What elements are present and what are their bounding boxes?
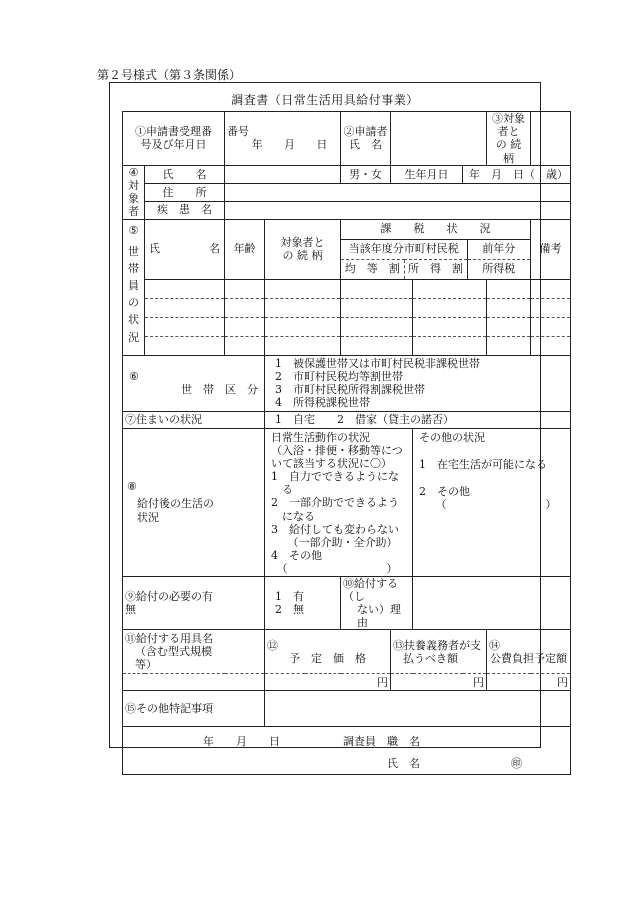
remarks-header: 備考 <box>531 219 571 279</box>
applicant-label: ②申請者 氏 名 <box>341 112 391 166</box>
member-per-capita-column[interactable] <box>341 279 413 355</box>
necessity-row <box>123 576 571 630</box>
income-tax-label: 所得税 <box>482 262 516 276</box>
equipment-name-field[interactable] <box>123 674 265 691</box>
target-address-row <box>123 183 571 201</box>
member-names-column[interactable] <box>145 279 225 355</box>
notes-row <box>123 691 571 727</box>
daily-activity-status[interactable]: 日常生活動作の状況 （入浴・排便・移動等につ いて該当する状況に〇） 1 自力でできるようにな る 2 一部介助でできるよう になる 3 給付しても変わらない （一部介助・全介助） 4 その他 （ ） <box>265 428 413 576</box>
target-disease-field[interactable] <box>225 201 571 219</box>
form-title: 調査書（日常生活用具給付事業） <box>231 93 419 107</box>
target-name-row <box>123 165 571 183</box>
household-category-label: ⑥ 世 帯 区 分 <box>123 355 265 411</box>
signature-row <box>123 727 571 775</box>
life-status-row <box>123 428 571 576</box>
equipment-name-label: ⑪給付する用具名 （含む型式規模 等） <box>123 630 265 674</box>
target-name-label: 氏 名 <box>145 165 225 183</box>
gender-options[interactable]: 男・女 <box>341 165 391 183</box>
equipment-amount-row <box>123 674 571 691</box>
target-disease-label: 疾 患 名 <box>145 201 225 219</box>
household-members-block <box>123 279 571 355</box>
household-section-label: ⑤ 世 帯 員 の 状 況 <box>123 219 145 355</box>
support-amount-label: ⑬扶養義務者が支 払うべき額 <box>391 630 487 674</box>
current-year-tax-label: 当該年度分市町村民税 <box>341 239 467 259</box>
target-section-label: ④ 対 象 者 <box>123 165 145 219</box>
target-disease-row <box>123 201 571 219</box>
member-relations-column[interactable] <box>265 279 341 355</box>
notes-field[interactable] <box>265 691 571 727</box>
investigator-title[interactable]: 調査員 職 名 <box>343 735 420 749</box>
income-levy-label: 所 得 割 <box>404 259 467 279</box>
applicant-name-field[interactable] <box>391 112 487 166</box>
public-burden-label: ⑭ 公費負担予定額 <box>487 630 571 674</box>
residence-label: ⑦住まいの状況 <box>123 411 265 428</box>
reason-label: ⑩給付する（し ない）理由 <box>341 576 413 630</box>
tax-status-header <box>341 219 531 279</box>
receipt-row <box>123 112 571 166</box>
household-category-row <box>123 355 571 411</box>
member-name-header: 氏 名 <box>145 219 225 279</box>
seal-icon: ㊞ <box>511 757 522 771</box>
necessity-label: ⑨給付の必要の有 無 <box>123 576 265 630</box>
form-number-label: 第２号様式（第３条関係） <box>97 68 242 82</box>
target-address-label: 住 所 <box>145 183 225 201</box>
receipt-number-date[interactable]: 番号 年 月 日 <box>225 112 341 166</box>
member-income-levy-column[interactable] <box>413 279 487 355</box>
target-name-field[interactable] <box>225 165 341 183</box>
form-table <box>122 111 571 775</box>
per-capita-label: 均 等 割 <box>341 259 404 279</box>
investigation-date[interactable]: 年 月 日 <box>203 735 280 749</box>
member-relation-header: 対象者と の 続 柄 <box>265 219 341 279</box>
birth-date-value[interactable]: 年 月 日（ 歳） <box>463 165 571 183</box>
household-header-row <box>123 219 571 279</box>
other-status[interactable]: その他の状況 1 在宅生活が可能になる 2 その他 （ ） <box>413 428 571 576</box>
target-address-field[interactable] <box>225 183 571 201</box>
investigator-name[interactable]: 氏 名 <box>387 757 420 771</box>
investigation-form <box>109 82 569 771</box>
member-age-header: 年齢 <box>225 219 265 279</box>
necessity-options[interactable]: 1 有 2 無 <box>265 576 341 630</box>
receipt-label: ①申請書受理番 号及び年月日 <box>123 112 225 166</box>
household-category-options[interactable]: 1 被保護世帯又は市町村民税非課税世帯 2 市町村民税均等割世帯 3 市町村民税所得割課税世帯 4 所得税課税世帯 <box>265 355 571 411</box>
member-income-tax-column[interactable] <box>487 279 531 355</box>
member-ages-column[interactable] <box>225 279 265 355</box>
member-remarks-column[interactable] <box>531 279 571 355</box>
tax-status-label: 課 税 状 況 <box>341 220 530 240</box>
prev-year-label: 前年分 <box>467 239 530 259</box>
planned-price-label: ⑫ 予 定 価 格 <box>265 630 391 674</box>
support-amount-field[interactable]: 円 <box>391 674 487 691</box>
birth-date-label: 生年月日 <box>391 165 463 183</box>
notes-label: ⑮その他特記事項 <box>123 691 265 727</box>
signature-block <box>123 727 571 775</box>
reason-field[interactable] <box>413 576 571 630</box>
residence-row <box>123 411 571 428</box>
equipment-row <box>123 630 571 674</box>
relation-field[interactable] <box>531 112 571 166</box>
life-status-label: ⑧ 給付後の生活の 状況 <box>123 428 265 576</box>
planned-price-field[interactable]: 円 <box>265 674 391 691</box>
residence-options[interactable]: 1 自宅 2 借家（貸主の諾否） <box>265 411 571 428</box>
relation-label: ③対象者と の 続 柄 <box>487 112 531 166</box>
public-burden-field[interactable]: 円 <box>487 674 571 691</box>
